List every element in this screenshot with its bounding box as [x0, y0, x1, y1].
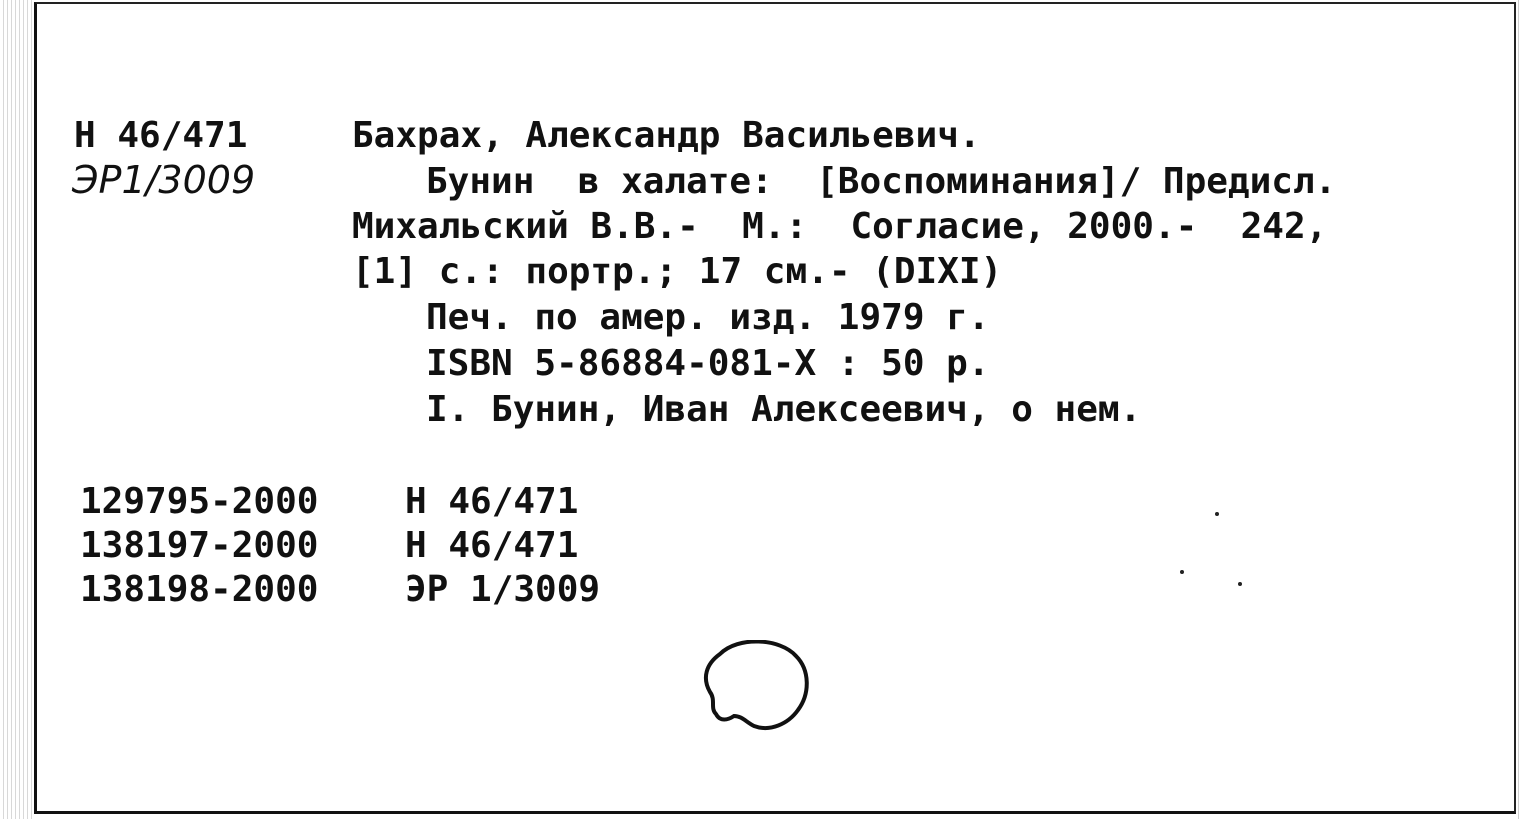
publication-line: Михальский В.В.- М.: Согласие, 2000.- 242, [352, 206, 1328, 247]
scan-right-edge [1516, 0, 1521, 819]
speck [1215, 512, 1219, 516]
physical-description-line: [1] с.: портр.; 17 см.- (DIXI) [352, 251, 1003, 292]
shelfmark-handwritten: ЭР1/3009 [72, 158, 256, 202]
subject-line: I. Бунин, Иван Алексеевич, о нем. [426, 389, 1142, 430]
note-line: Печ. по амер. изд. 1979 г. [426, 297, 990, 338]
punched-hole-outline [700, 640, 812, 734]
author-heading: Бахрах, Александр Васильевич. [352, 115, 981, 156]
copy-number: 138198-2000 [80, 569, 319, 610]
copy-number: 129795-2000 [80, 481, 319, 522]
speck [1238, 582, 1242, 586]
copy-location: ЭР 1/3009 [405, 569, 601, 610]
scan-left-edge [0, 0, 34, 819]
copy-number: 138197-2000 [80, 525, 319, 566]
title-line: Бунин в халате: [Воспоминания]/ Предисл. [426, 161, 1337, 202]
copy-location: Н 46/471 [405, 481, 579, 522]
shelfmark-primary: Н 46/471 [74, 115, 248, 156]
isbn-line: ISBN 5-86884-081-X : 50 р. [426, 343, 990, 384]
copy-location: Н 46/471 [405, 525, 579, 566]
speck [1180, 570, 1184, 574]
